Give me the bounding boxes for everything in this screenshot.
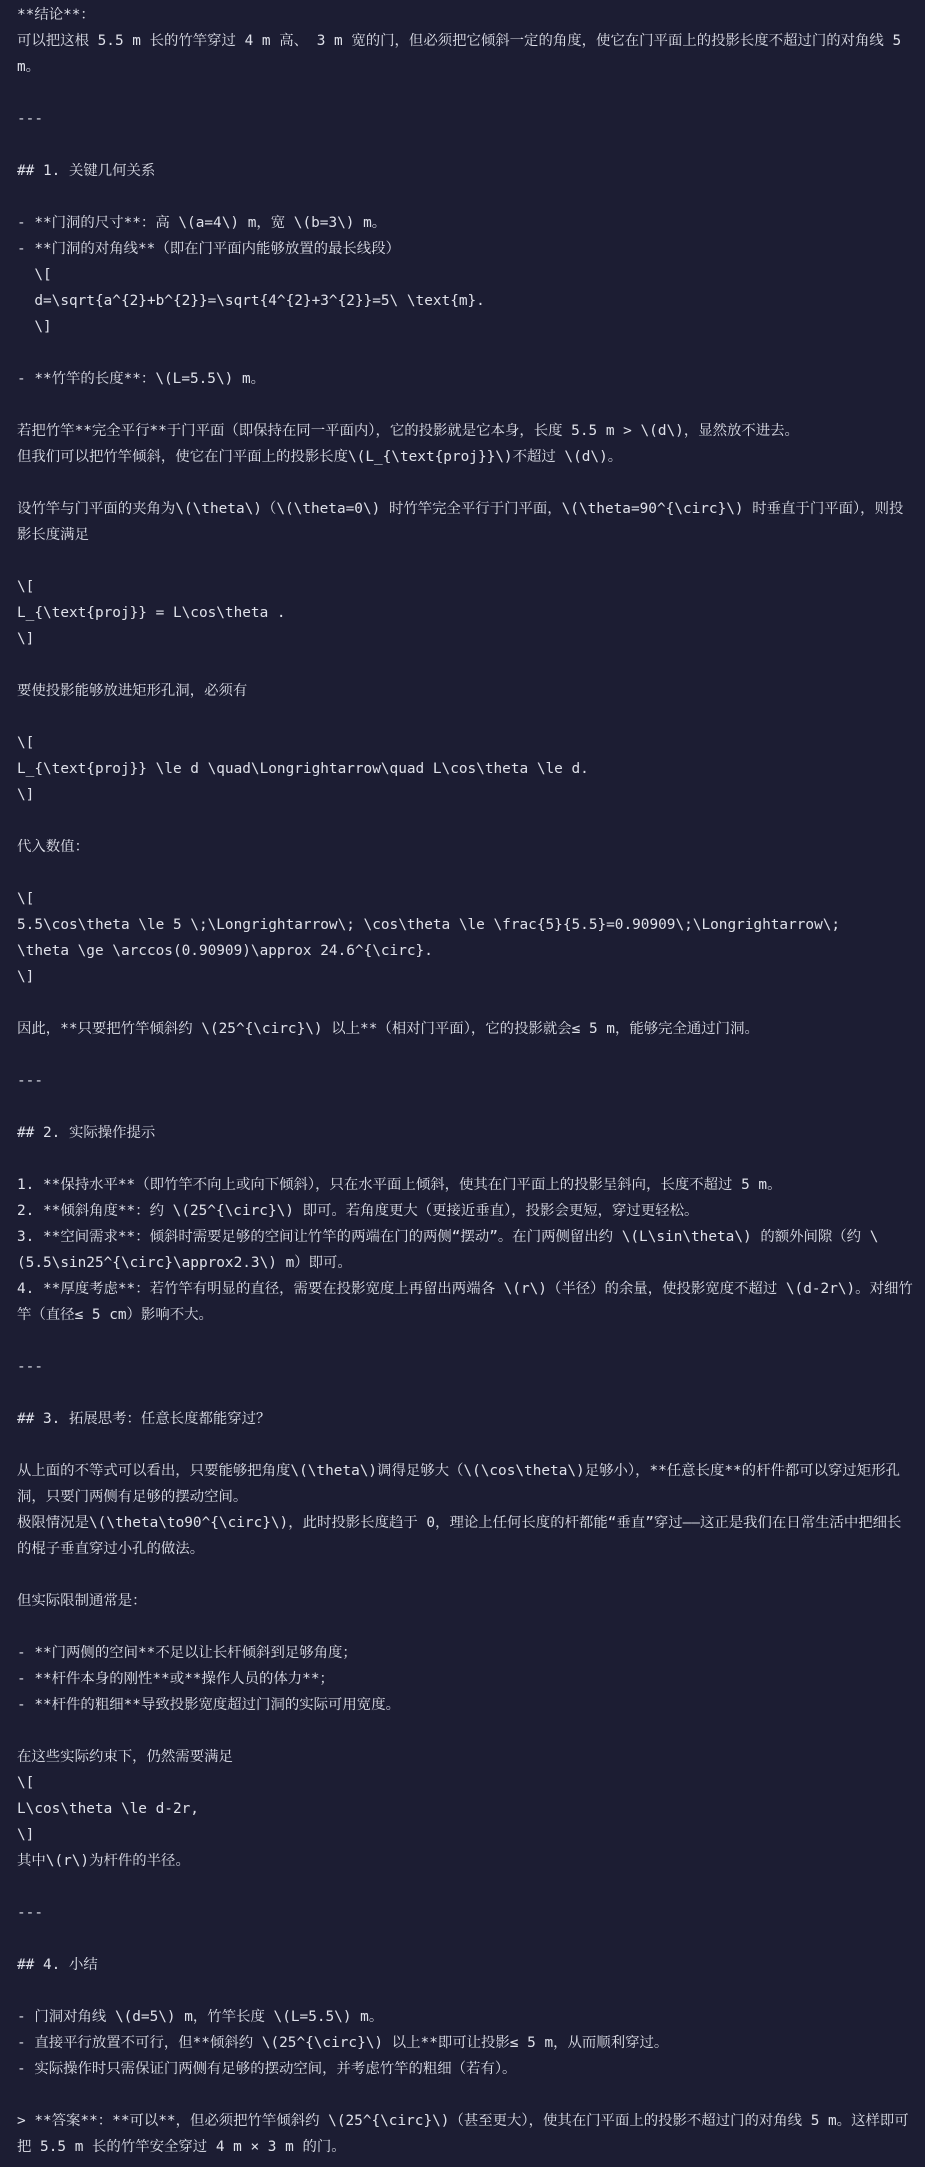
text-line: 从上面的不等式可以看出，只要能够把角度\(\theta\)调得足够大（\(\cos\theta\)足够小），**任意长度**的杆件都可以穿过矩形孔洞，只要门两侧有足够的摆动空间。 <box>17 1463 900 1505</box>
text-line: ## 1. 关键几何关系 <box>17 163 156 179</box>
text-line <box>17 132 915 158</box>
text-line: \[ <box>17 735 35 751</box>
text-line: **结论**： <box>17 7 95 23</box>
text-line <box>17 1094 915 1120</box>
text-line: 其中\(r\)为杆件的半径。 <box>17 1853 190 1869</box>
text-line: \[ <box>17 267 52 283</box>
text-line: \] <box>17 969 35 985</box>
text-line <box>17 184 915 210</box>
text-line <box>17 1874 915 1900</box>
text-line: L\cos\theta \le d-2r, <box>17 1801 199 1817</box>
text-line: \[ <box>17 579 35 595</box>
text-line: 设竹竿与门平面的夹角为\(\theta\)（\(\theta=0\) 时竹竿完全平行于门平面，\(\theta=90^{\circ}\) 时垂直于门平面），则投影长度满足 <box>17 501 904 543</box>
text-line <box>17 80 915 106</box>
text-line: L_{\text{proj}} \le d \quad\Longrightarrow\quad L\cos\theta \le d. <box>17 761 589 777</box>
text-line: 但实际限制通常是： <box>17 1593 147 1609</box>
text-line <box>17 1978 915 2004</box>
text-line: - **门洞的尺寸**：高 \(a=4\) m，宽 \(b=3\) m。 <box>17 215 387 231</box>
text-line: 3. **空间需求**：倾斜时需要足够的空间让竹竿的两端在门的两侧“摆动”。在门两侧留出约 \(L\sin\theta\) 的额外间隙（约 \(5.5\sin25^{\circ}\approx2.3\) m）即可。 <box>17 1229 879 1271</box>
text-line: \[ <box>17 1775 35 1791</box>
text-line <box>17 2082 915 2108</box>
text-line: - **杆件的粗细**导致投影宽度超过门洞的实际可用宽度。 <box>17 1697 400 1713</box>
text-line <box>17 1146 915 1172</box>
text-line: - **门洞的对角线**（即在门平面内能够放置的最长线段） <box>17 241 400 257</box>
text-line: 若把竹竿**完全平行**于门平面（即保持在同一平面内），它的投影就是它本身，长度 5.5 m > \(d\)，显然放不进去。 <box>17 423 799 439</box>
text-line: - **门两侧的空间**不足以让长杆倾斜到足够角度； <box>17 1645 357 1661</box>
text-line: - 门洞对角线 \(d=5\) m，竹竿长度 \(L=5.5\) m。 <box>17 2009 384 2025</box>
text-line: 因此，**只要把竹竿倾斜约 \(25^{\circ}\) 以上**（相对门平面），它的投影就会≤ 5 m，能够完全通过门洞。 <box>17 1021 759 1037</box>
text-line: \[ <box>17 891 35 907</box>
text-line <box>17 652 915 678</box>
text-line <box>17 340 915 366</box>
text-line: 极限情况是\(\theta\to90^{\circ}\)，此时投影长度趋于 0，理论上任何长度的杆都能“垂直”穿过——这正是我们在日常生活中把细长的棍子垂直穿过小孔的做法。 <box>17 1515 902 1557</box>
text-line: - 实际操作时只需保证门两侧有足够的摆动空间，并考虑竹竿的粗细（若有）。 <box>17 2061 517 2077</box>
text-line: --- <box>17 1073 43 1089</box>
text-line: 可以把这根 5.5 m 长的竹竿穿过 4 m 高、 3 m 宽的门，但必须把它倾斜一定的角度，使它在门平面上的投影长度不超过门的对角线 5 m。 <box>17 33 910 75</box>
text-line: - 直接平行放置不可行，但**倾斜约 \(25^{\circ}\) 以上**即可让投影≤ 5 m，从而顺利穿过。 <box>17 2035 669 2051</box>
text-line: \] <box>17 787 35 803</box>
text-line <box>17 1926 915 1952</box>
text-line: 在这些实际约束下，仍然需要满足 <box>17 1749 233 1765</box>
text-line: ## 4. 小结 <box>17 1957 98 1973</box>
text-line <box>17 1380 915 1406</box>
text-line: 但我们可以把竹竿倾斜，使它在门平面上的投影长度\(L_{\text{proj}}\)不超过 \(d\)。 <box>17 449 623 465</box>
text-line <box>17 1718 915 1744</box>
text-line: d=\sqrt{a^{2}+b^{2}}=\sqrt{4^{2}+3^{2}}=5\ \text{m}. <box>17 293 485 309</box>
text-line <box>17 1042 915 1068</box>
text-line: 1. **保持水平**（即竹竿不向上或向下倾斜），只在水平面上倾斜，使其在门平面上的投影呈斜向，长度不超过 5 m。 <box>17 1177 782 1193</box>
text-line <box>17 990 915 1016</box>
text-line: 4. **厚度考虑**：若竹竿有明显的直径，需要在投影宽度上再留出两端各 \(r\)（半径）的余量，使投影宽度不超过 \(d-2r\)。对细竹竿（直径≤ 5 cm）影响不大。 <box>17 1281 913 1323</box>
text-line: L_{\text{proj}} = L\cos\theta . <box>17 605 286 621</box>
text-line: \] <box>17 1827 35 1843</box>
text-line <box>17 860 915 886</box>
text-line: --- <box>17 111 43 127</box>
text-line <box>17 548 915 574</box>
text-line: - **竹竿的长度**：\(L=5.5\) m。 <box>17 371 266 387</box>
text-line: - **杆件本身的刚性**或**操作人员的体力**； <box>17 1671 334 1687</box>
text-line: 5.5\cos\theta \le 5 \;\Longrightarrow\; \cos\theta \le \frac{5}{5.5}=0.90909\;\Longrightarrow\; <box>17 917 841 933</box>
text-line: \] <box>17 319 52 335</box>
text-line: 要使投影能够放进矩形孔洞，必须有 <box>17 683 248 699</box>
text-line <box>17 1614 915 1640</box>
text-line <box>17 1432 915 1458</box>
text-line: \theta \ge \arccos(0.90909)\approx 24.6^{\circ}. <box>17 943 433 959</box>
text-line <box>17 808 915 834</box>
text-line <box>17 470 915 496</box>
text-line: ## 3. 拓展思考：任意长度都能穿过？ <box>17 1411 271 1427</box>
text-line: ## 2. 实际操作提示 <box>17 1125 156 1141</box>
text-line: 代入数值： <box>17 839 89 855</box>
text-line: \] <box>17 631 35 647</box>
text-line <box>17 1328 915 1354</box>
text-line: > **答案**：**可以**，但必须把竹竿倾斜约 \(25^{\circ}\)（甚至更大），使其在门平面上的投影不超过门的对角线 5 m。这样即可把 5.5 m 长的竹竿安全穿过 4 m × 3 m 的门。 <box>17 2113 909 2155</box>
text-line <box>17 1562 915 1588</box>
text-line: --- <box>17 1905 43 1921</box>
text-line: 2. **倾斜角度**：约 \(25^{\circ}\) 即可。若角度更大（更接近垂直），投影会更短，穿过更轻松。 <box>17 1203 699 1219</box>
text-line: --- <box>17 1359 43 1375</box>
text-line <box>17 704 915 730</box>
text-line <box>17 392 915 418</box>
